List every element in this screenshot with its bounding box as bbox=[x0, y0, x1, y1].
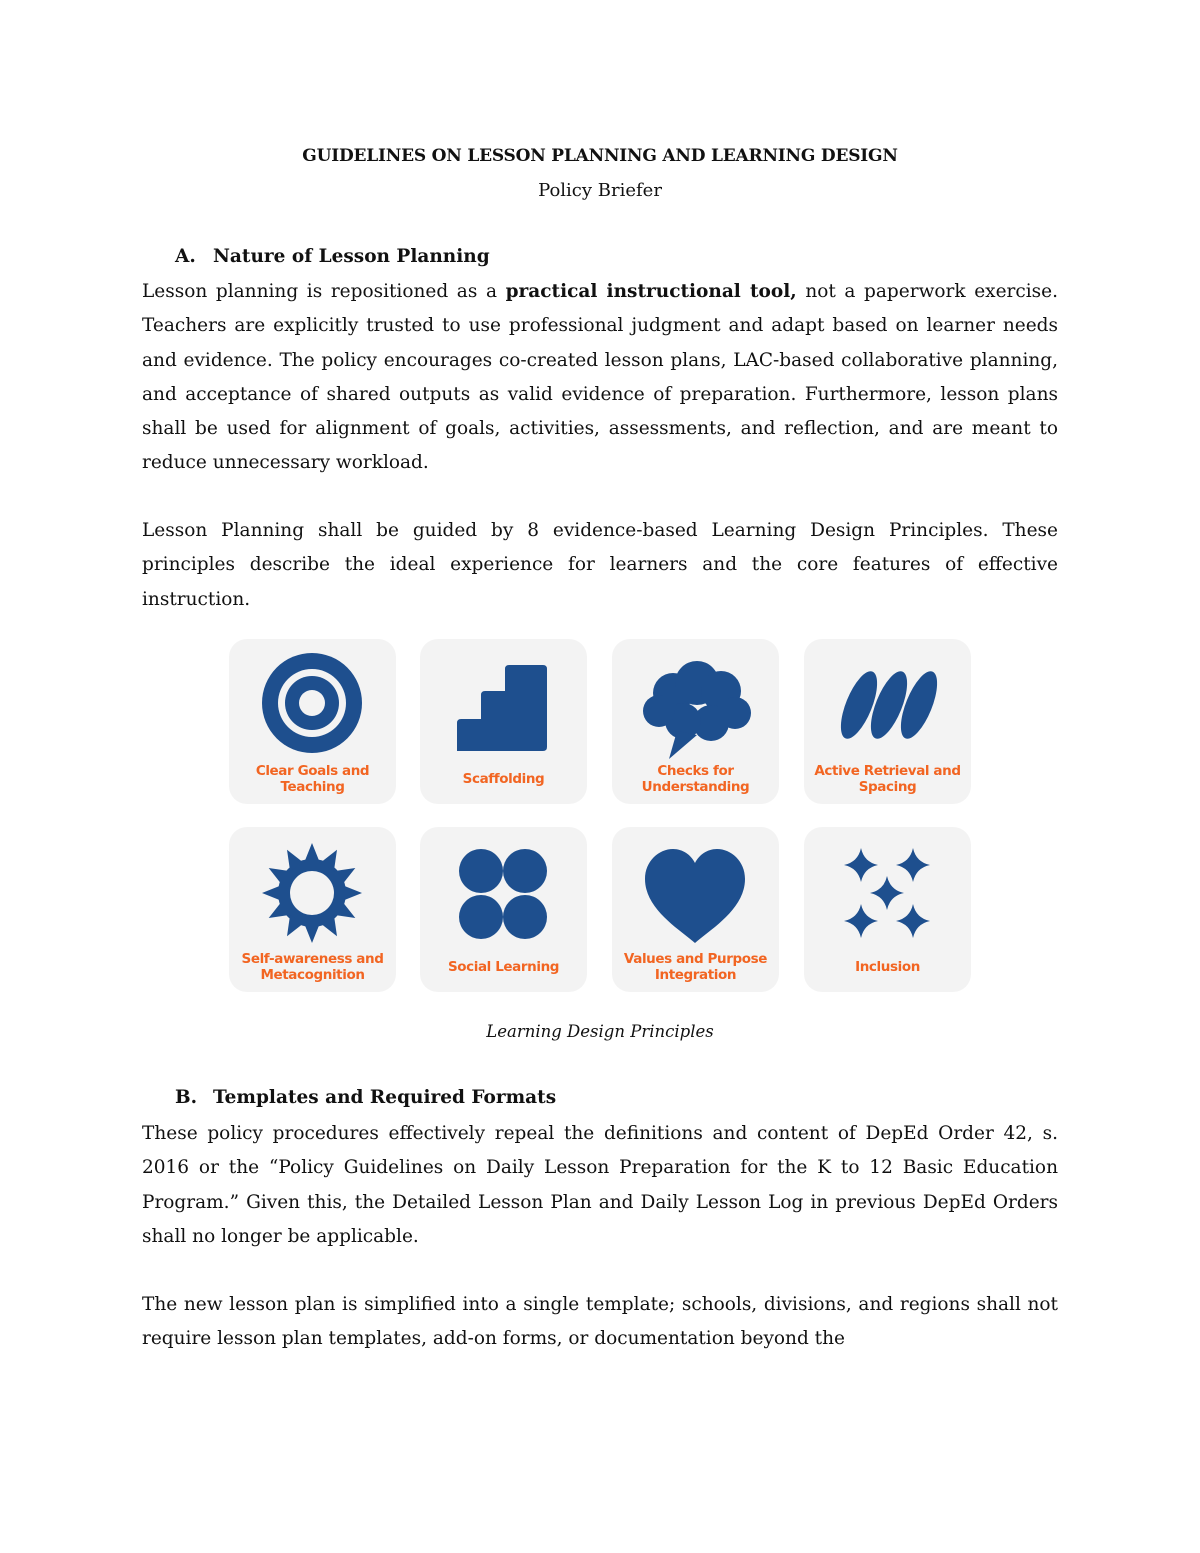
principle-card bbox=[804, 639, 971, 804]
principles-grid bbox=[229, 639, 971, 993]
principle-label: Active Retrieval and Spacing bbox=[814, 763, 961, 795]
speech-cloud-icon bbox=[635, 651, 755, 763]
principle-card bbox=[420, 827, 587, 992]
principle-card bbox=[229, 827, 396, 992]
principle-card bbox=[804, 827, 971, 992]
principle-label: Checks for Understanding bbox=[641, 763, 750, 795]
bold-phrase: practical instructional tool, bbox=[505, 281, 797, 302]
principle-label: Values and Purpose Integration bbox=[623, 951, 768, 983]
target-icon bbox=[252, 651, 372, 763]
heart-icon bbox=[635, 839, 755, 951]
principle-card bbox=[612, 639, 779, 804]
section-a-letter: A. bbox=[175, 246, 196, 267]
principle-card bbox=[612, 827, 779, 992]
section-b-heading bbox=[175, 1087, 556, 1108]
sun-icon bbox=[252, 839, 372, 951]
section-b-title: Templates and Required Formats bbox=[213, 1087, 557, 1108]
principle-label: Inclusion bbox=[855, 959, 920, 975]
sparkles-icon bbox=[827, 839, 947, 951]
section-b-paragraph-1: These policy procedures effectively repeal the definitions and content of DepEd Order 42, s. 2016 or the “Policy Guidelines on Daily Lesson Preparation for the K to 12 Basic Education Program.” Given this, the Detailed Lesson Plan and Daily Lesson Log in previous DepEd Orders shall no longer be applicable. bbox=[142, 1123, 1058, 1247]
stairs-icon bbox=[443, 651, 563, 763]
ovals-icon bbox=[827, 651, 947, 763]
principle-card bbox=[229, 639, 396, 804]
principle-label: Clear Goals and Teaching bbox=[255, 763, 370, 795]
principle-label: Self-awareness and Metacognition bbox=[241, 951, 384, 983]
principle-card bbox=[420, 639, 587, 804]
document-title: GUIDELINES ON LESSON PLANNING AND LEARNING DESIGN bbox=[302, 146, 898, 166]
section-a-paragraph-1 bbox=[142, 275, 1058, 481]
section-a-title: Nature of Lesson Planning bbox=[213, 246, 490, 267]
section-a-paragraph-2: Lesson Planning shall be guided by 8 evidence-based Learning Design Principles. These principles describe the ideal experience for learners and the core features of effective instruction. bbox=[142, 520, 1058, 610]
four-circles-icon bbox=[443, 839, 563, 951]
principle-label: Social Learning bbox=[447, 959, 560, 975]
document-subtitle: Policy Briefer bbox=[538, 180, 662, 201]
principle-label: Scaffolding bbox=[462, 771, 545, 787]
figure-caption: Learning Design Principles bbox=[486, 1022, 714, 1041]
section-b-paragraph-2: The new lesson plan is simplified into a single template; schools, divisions, and regions shall not require lesson plan templates, add-on forms, or documentation beyond the bbox=[142, 1294, 1058, 1350]
section-a-heading bbox=[175, 246, 490, 267]
paragraph-text: not a paperwork exercise. Teachers are explicitly trusted to use professional judgment and adapt based on learner needs and evidence. The policy encourages co-created lesson plans, LAC-based collaborative planning, and acceptance of shared outputs as valid evidence of preparation. Furthermore, lesson plans shall be used for alignment of goals, activities, assessments, and reflection, and are meant to reduce unnecessary workload. bbox=[142, 281, 1058, 474]
paragraph-text: Lesson planning is repositioned as a bbox=[142, 281, 506, 302]
section-b-letter: B. bbox=[175, 1087, 198, 1108]
